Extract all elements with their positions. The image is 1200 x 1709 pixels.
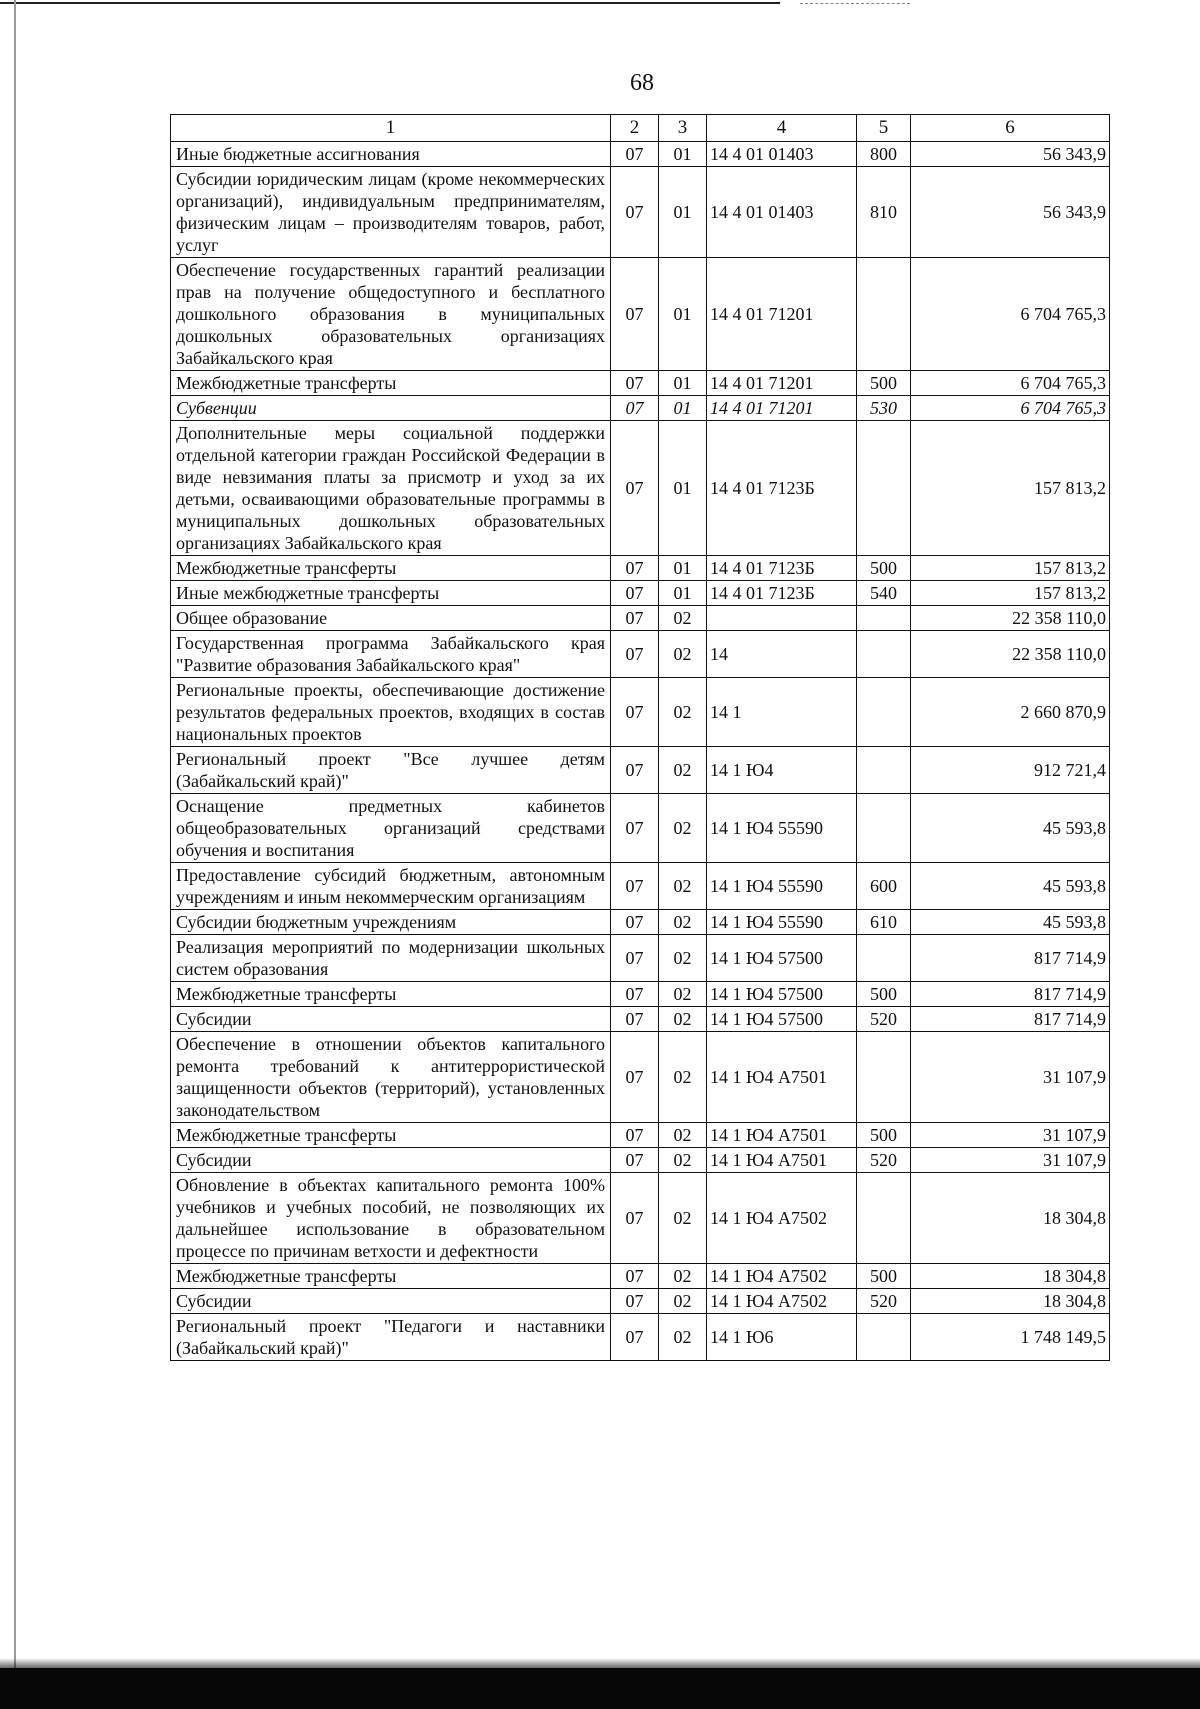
table-row [171, 631, 1110, 678]
bottom-scan-shadow [0, 1658, 1200, 1668]
row-rz-cell: 07 [611, 1148, 659, 1173]
row-vr-cell [857, 1173, 911, 1264]
header-cell-3: 3 [659, 115, 707, 142]
row-rz-cell: 07 [611, 1007, 659, 1032]
header-cell-2: 2 [611, 115, 659, 142]
row-sum-cell: 45 593,8 [911, 863, 1110, 910]
table-row [171, 678, 1110, 747]
row-name-cell: Субсидии [171, 1148, 611, 1173]
row-csr-cell: 14 1 Ю4 55590 [707, 863, 857, 910]
row-name-cell: Иные межбюджетные трансферты [171, 581, 611, 606]
row-pr-cell: 02 [659, 678, 707, 747]
row-name-cell: Межбюджетные трансферты [171, 982, 611, 1007]
row-pr-cell: 02 [659, 1123, 707, 1148]
row-name-cell: Межбюджетные трансферты [171, 1123, 611, 1148]
row-sum-cell: 31 107,9 [911, 1123, 1110, 1148]
row-name-cell: Субсидии бюджетным учреждениям [171, 910, 611, 935]
row-rz-cell: 07 [611, 258, 659, 371]
row-csr-cell: 14 4 01 7123Б [707, 581, 857, 606]
table-row [171, 581, 1110, 606]
row-name-cell: Субвенции [171, 396, 611, 421]
row-pr-cell: 01 [659, 556, 707, 581]
row-pr-cell: 02 [659, 863, 707, 910]
row-vr-cell [857, 606, 911, 631]
table-row [171, 556, 1110, 581]
row-sum-cell: 157 813,2 [911, 556, 1110, 581]
row-rz-cell: 07 [611, 678, 659, 747]
row-sum-cell: 6 704 765,3 [911, 371, 1110, 396]
table-row [171, 863, 1110, 910]
row-csr-cell: 14 1 Ю4 А7502 [707, 1264, 857, 1289]
table-row [171, 1264, 1110, 1289]
row-csr-cell: 14 1 Ю4 [707, 747, 857, 794]
row-rz-cell: 07 [611, 396, 659, 421]
budget-table [170, 114, 1110, 1361]
table-row [171, 794, 1110, 863]
row-sum-cell: 45 593,8 [911, 794, 1110, 863]
row-pr-cell: 01 [659, 421, 707, 556]
row-csr-cell: 14 1 Ю4 А7502 [707, 1173, 857, 1264]
table-row [171, 371, 1110, 396]
row-sum-cell: 912 721,4 [911, 747, 1110, 794]
table-row [171, 142, 1110, 167]
row-name-cell: Межбюджетные трансферты [171, 556, 611, 581]
row-vr-cell: 520 [857, 1289, 911, 1314]
row-vr-cell [857, 258, 911, 371]
row-sum-cell: 2 660 870,9 [911, 678, 1110, 747]
row-vr-cell: 600 [857, 863, 911, 910]
row-sum-cell: 157 813,2 [911, 421, 1110, 556]
table-row [171, 1007, 1110, 1032]
row-name-cell: Региональные проекты, обеспечивающие достижение результатов федеральных проектов, входящих в состав национальных проектов [171, 678, 611, 747]
row-vr-cell: 540 [857, 581, 911, 606]
row-sum-cell: 6 704 765,3 [911, 258, 1110, 371]
table-row [171, 1173, 1110, 1264]
row-name-cell: Общее образование [171, 606, 611, 631]
row-rz-cell: 07 [611, 1032, 659, 1123]
row-rz-cell: 07 [611, 1314, 659, 1361]
table-row [171, 1148, 1110, 1173]
row-sum-cell: 18 304,8 [911, 1173, 1110, 1264]
row-vr-cell: 810 [857, 167, 911, 258]
row-rz-cell: 07 [611, 910, 659, 935]
row-name-cell: Предоставление субсидий бюджетным, автономным учреждениям и иным некоммерческим организациям [171, 863, 611, 910]
row-name-cell: Оснащение предметных кабинетов общеобразовательных организаций средствами обучения и воспитания [171, 794, 611, 863]
header-cell-6: 6 [911, 115, 1110, 142]
header-cell-1: 1 [171, 115, 611, 142]
row-vr-cell: 520 [857, 1007, 911, 1032]
row-vr-cell: 530 [857, 396, 911, 421]
row-sum-cell: 18 304,8 [911, 1264, 1110, 1289]
row-sum-cell: 45 593,8 [911, 910, 1110, 935]
row-pr-cell: 02 [659, 631, 707, 678]
row-rz-cell: 07 [611, 631, 659, 678]
row-sum-cell: 6 704 765,3 [911, 396, 1110, 421]
table-row [171, 1032, 1110, 1123]
table-row [171, 396, 1110, 421]
table-row [171, 747, 1110, 794]
row-vr-cell: 500 [857, 982, 911, 1007]
row-csr-cell: 14 4 01 7123Б [707, 556, 857, 581]
row-pr-cell: 02 [659, 1264, 707, 1289]
row-csr-cell: 14 4 01 71201 [707, 371, 857, 396]
row-csr-cell: 14 1 [707, 678, 857, 747]
row-pr-cell: 02 [659, 794, 707, 863]
row-name-cell: Межбюджетные трансферты [171, 371, 611, 396]
row-csr-cell: 14 4 01 7123Б [707, 421, 857, 556]
row-csr-cell: 14 4 01 71201 [707, 396, 857, 421]
row-name-cell: Субсидии [171, 1007, 611, 1032]
row-rz-cell: 07 [611, 421, 659, 556]
table-row [171, 1123, 1110, 1148]
row-rz-cell: 07 [611, 1173, 659, 1264]
row-name-cell: Субсидии юридическим лицам (кроме некоммерческих организаций), индивидуальным предпринимателям, физическим лицам – производителям товаров, работ, услуг [171, 167, 611, 258]
table-row [171, 1289, 1110, 1314]
row-vr-cell: 500 [857, 556, 911, 581]
row-pr-cell: 02 [659, 606, 707, 631]
row-rz-cell: 07 [611, 167, 659, 258]
row-sum-cell: 22 358 110,0 [911, 631, 1110, 678]
row-pr-cell: 02 [659, 747, 707, 794]
row-name-cell: Региональный проект "Все лучшее детям (Забайкальский край)" [171, 747, 611, 794]
table-row [171, 606, 1110, 631]
row-csr-cell: 14 1 Ю4 А7501 [707, 1148, 857, 1173]
row-pr-cell: 02 [659, 1032, 707, 1123]
row-rz-cell: 07 [611, 863, 659, 910]
row-rz-cell: 07 [611, 1264, 659, 1289]
row-rz-cell: 07 [611, 935, 659, 982]
row-pr-cell: 01 [659, 396, 707, 421]
table-row [171, 910, 1110, 935]
row-pr-cell: 02 [659, 910, 707, 935]
top-scan-border [0, 2, 780, 4]
row-csr-cell: 14 4 01 01403 [707, 167, 857, 258]
row-csr-cell: 14 1 Ю6 [707, 1314, 857, 1361]
bottom-scan-bar [0, 1668, 1200, 1709]
table-row [171, 982, 1110, 1007]
row-pr-cell: 01 [659, 142, 707, 167]
row-csr-cell: 14 1 Ю4 57500 [707, 935, 857, 982]
row-csr-cell: 14 1 Ю4 55590 [707, 794, 857, 863]
row-rz-cell: 07 [611, 142, 659, 167]
top-scan-mark [800, 3, 910, 4]
row-csr-cell: 14 1 Ю4 55590 [707, 910, 857, 935]
row-vr-cell [857, 794, 911, 863]
row-vr-cell: 500 [857, 371, 911, 396]
row-vr-cell [857, 421, 911, 556]
row-pr-cell: 01 [659, 258, 707, 371]
row-csr-cell: 14 1 Ю4 А7502 [707, 1289, 857, 1314]
row-rz-cell: 07 [611, 371, 659, 396]
row-vr-cell: 800 [857, 142, 911, 167]
row-vr-cell [857, 1314, 911, 1361]
row-pr-cell: 02 [659, 1314, 707, 1361]
row-sum-cell: 18 304,8 [911, 1289, 1110, 1314]
row-csr-cell: 14 [707, 631, 857, 678]
header-cell-5: 5 [857, 115, 911, 142]
row-vr-cell: 610 [857, 910, 911, 935]
row-name-cell: Обновление в объектах капитального ремонта 100% учебников и учебных пособий, не позволяющих их дальнейшее использование в образовательном процессе по причинам ветхости и дефектности [171, 1173, 611, 1264]
left-scan-border [14, 0, 16, 1680]
row-csr-cell: 14 4 01 01403 [707, 142, 857, 167]
row-pr-cell: 02 [659, 1148, 707, 1173]
row-csr-cell [707, 606, 857, 631]
row-vr-cell: 520 [857, 1148, 911, 1173]
row-name-cell: Обеспечение государственных гарантий реализации прав на получение общедоступного и бесплатного дошкольного образования в муниципальных дошкольных образовательных организациях Забайкальского края [171, 258, 611, 371]
row-vr-cell: 500 [857, 1123, 911, 1148]
row-csr-cell: 14 4 01 71201 [707, 258, 857, 371]
page-number: 68 [630, 70, 654, 96]
table-row [171, 167, 1110, 258]
row-name-cell: Субсидии [171, 1289, 611, 1314]
row-pr-cell: 02 [659, 1007, 707, 1032]
row-vr-cell [857, 747, 911, 794]
row-pr-cell: 01 [659, 581, 707, 606]
row-rz-cell: 07 [611, 556, 659, 581]
row-sum-cell: 817 714,9 [911, 982, 1110, 1007]
row-pr-cell: 01 [659, 371, 707, 396]
row-sum-cell: 56 343,9 [911, 167, 1110, 258]
row-sum-cell: 157 813,2 [911, 581, 1110, 606]
row-name-cell: Региональный проект "Педагоги и наставники (Забайкальский край)" [171, 1314, 611, 1361]
row-sum-cell: 56 343,9 [911, 142, 1110, 167]
row-rz-cell: 07 [611, 581, 659, 606]
row-sum-cell: 22 358 110,0 [911, 606, 1110, 631]
row-sum-cell: 817 714,9 [911, 935, 1110, 982]
row-sum-cell: 31 107,9 [911, 1148, 1110, 1173]
row-rz-cell: 07 [611, 1123, 659, 1148]
row-pr-cell: 02 [659, 1173, 707, 1264]
row-name-cell: Межбюджетные трансферты [171, 1264, 611, 1289]
row-csr-cell: 14 1 Ю4 57500 [707, 1007, 857, 1032]
row-rz-cell: 07 [611, 747, 659, 794]
row-vr-cell [857, 631, 911, 678]
row-pr-cell: 01 [659, 167, 707, 258]
row-rz-cell: 07 [611, 794, 659, 863]
row-name-cell: Обеспечение в отношении объектов капитального ремонта требований к антитеррористической защищенности объектов (территорий), установленных законодательством [171, 1032, 611, 1123]
row-name-cell: Реализация мероприятий по модернизации школьных систем образования [171, 935, 611, 982]
row-vr-cell [857, 935, 911, 982]
table-row [171, 1314, 1110, 1361]
table-header-row [171, 115, 1110, 142]
row-pr-cell: 02 [659, 935, 707, 982]
row-csr-cell: 14 1 Ю4 А7501 [707, 1032, 857, 1123]
table-row [171, 421, 1110, 556]
row-sum-cell: 1 748 149,5 [911, 1314, 1110, 1361]
row-pr-cell: 02 [659, 1289, 707, 1314]
row-sum-cell: 31 107,9 [911, 1032, 1110, 1123]
row-pr-cell: 02 [659, 982, 707, 1007]
row-vr-cell [857, 1032, 911, 1123]
row-name-cell: Дополнительные меры социальной поддержки отдельной категории граждан Российской Федерации в виде невзимания платы за присмотр и уход за их детьми, осваивающими образовательные программы в муниципальных дошкольных образовательных организациях Забайкальского края [171, 421, 611, 556]
row-rz-cell: 07 [611, 1289, 659, 1314]
table-row [171, 935, 1110, 982]
row-vr-cell: 500 [857, 1264, 911, 1289]
row-vr-cell [857, 678, 911, 747]
row-csr-cell: 14 1 Ю4 А7501 [707, 1123, 857, 1148]
row-rz-cell: 07 [611, 606, 659, 631]
row-sum-cell: 817 714,9 [911, 1007, 1110, 1032]
row-name-cell: Иные бюджетные ассигнования [171, 142, 611, 167]
row-csr-cell: 14 1 Ю4 57500 [707, 982, 857, 1007]
row-name-cell: Государственная программа Забайкальского края "Развитие образования Забайкальского края" [171, 631, 611, 678]
row-rz-cell: 07 [611, 982, 659, 1007]
table-row [171, 258, 1110, 371]
header-cell-4: 4 [707, 115, 857, 142]
